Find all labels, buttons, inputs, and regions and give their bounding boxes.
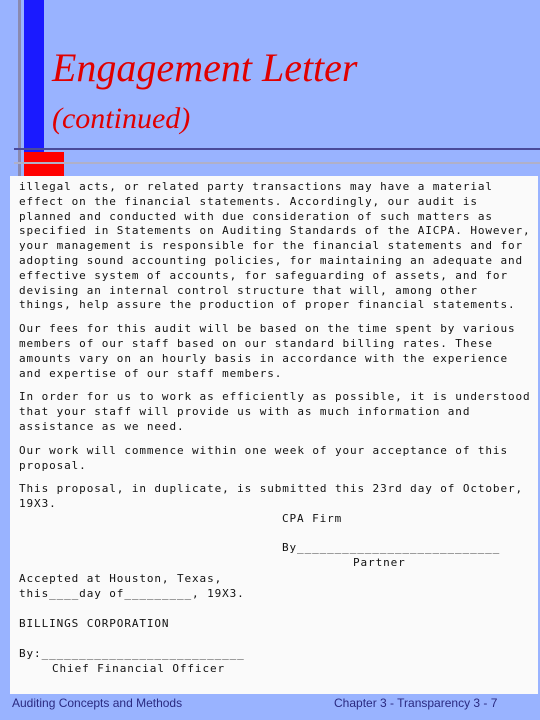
letter-paragraph: In order for us to work as efficiently as possible, it is understood that your staff will provide us with as much information and assistance as we need. (19, 390, 538, 433)
officer-signature-line: By:___________________________ (19, 646, 245, 660)
officer-title: Chief Financial Officer (52, 661, 226, 675)
slide-subtitle: (continued) (52, 102, 191, 135)
letter-paragraph: Our work will commence within one week of your acceptance of this proposal. (19, 443, 516, 472)
signature-by-line: By___________________________ (282, 540, 501, 554)
firm-name: CPA Firm (282, 511, 343, 525)
footer-left-text: Auditing Concepts and Methods (12, 696, 183, 710)
decor-red-square (24, 152, 64, 176)
accepted-at-line: Accepted at Houston, Texas, (19, 572, 223, 586)
letter-paragraph: Our fees for this audit will be based on the time spent by various members of our staff based on our standard billing rates. These amounts vary on an hourly basis in accordance with the experience and expertise of our staff members. (19, 322, 524, 380)
footer-right-text: Chapter 3 - Transparency 3 - 7 (334, 696, 498, 710)
letter-paragraph: This proposal, in duplicate, is submitted this 23rd day of October, 19X3. (19, 482, 531, 511)
slide-title: Engagement Letter (52, 45, 358, 90)
slide-footer (0, 694, 540, 714)
partner-label: Partner (353, 555, 406, 569)
letter-paragraph: illegal acts, or related party transactions may have a material effect on the financial statements. Accordingly, our audit is planned and conducted with due consideration of such matters as specified in Statements on Auditing Standards of the AICPA. However, your management is responsible for the financial statements and for adopting sound accounting policies, for maintaining an adequate and effective system of accounts, for safeguarding of assets, and for devising an internal control structure that will, among other things, help assure the production of proper financial statements. (19, 180, 538, 312)
company-name: BILLINGS CORPORATION (19, 616, 170, 630)
engagement-letter (10, 176, 538, 694)
decor-horizontal-line-bottom (14, 162, 540, 164)
decor-horizontal-line-top (14, 148, 540, 150)
accepted-date-line: this____day of_________, 19X3. (19, 587, 245, 601)
